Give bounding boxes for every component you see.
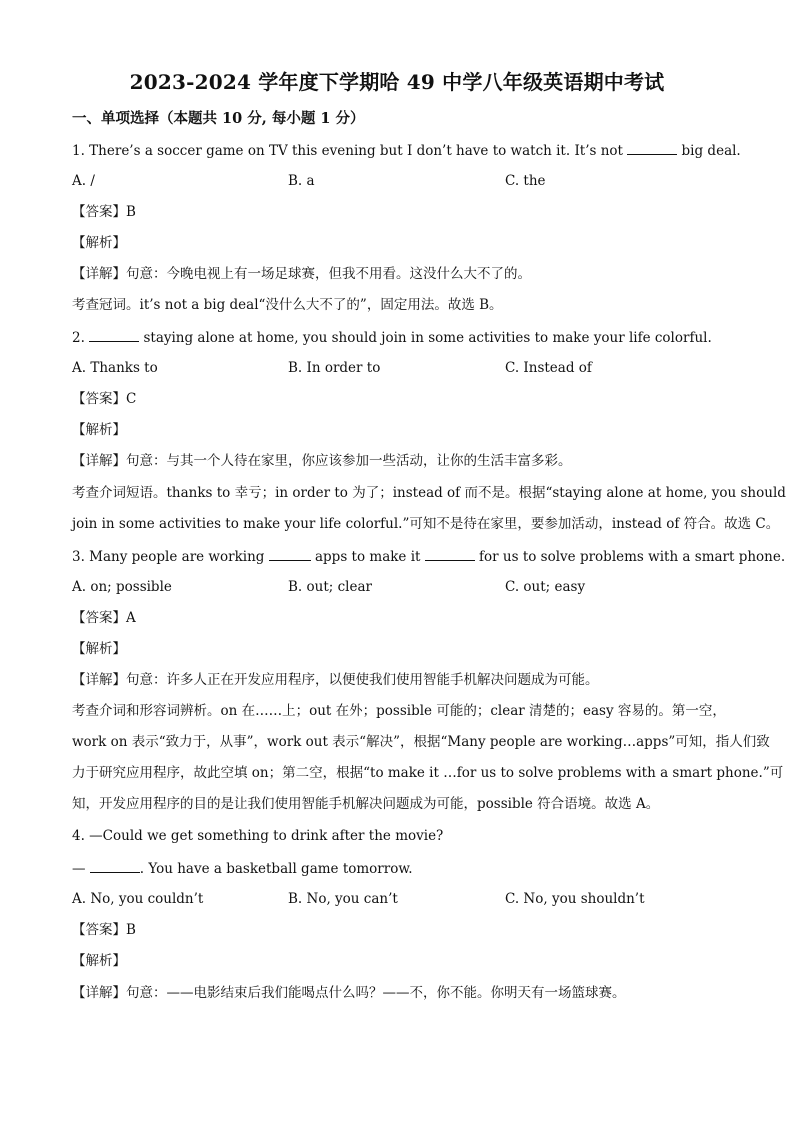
question-4-analysis-label: 【解析】 <box>72 953 126 969</box>
question-4-option-b: B. No, you can’t <box>288 891 398 907</box>
question-1-explanation: 考查冠词。it’s not a big deal“没什么大不了的”，固定用法。故选 B。 <box>72 297 503 313</box>
section-heading: 一、单项选择（本题共 10 分, 每小题 1 分） <box>72 110 365 127</box>
question-4-stem-reply: — . You have a basketball game tomorrow. <box>72 861 413 877</box>
question-1-option-b: B. a <box>288 173 315 189</box>
answer-blank <box>425 547 475 561</box>
question-4-stem: 4. —Could we get something to drink after the movie? <box>72 828 444 844</box>
question-4-answer: 【答案】B <box>72 922 136 938</box>
page-title: 2023-2024 学年度下学期哈 49 中学八年级英语期中考试 <box>129 70 665 94</box>
question-1-stem: 1. There’s a soccer game on TV this evening but I don’t have to watch it. It’s not big deal. <box>72 143 741 159</box>
question-2-explanation: join in some activities to make your life colorful.”可知不是待在家里，要参加活动，instead of 符合。故选 C。 <box>72 516 780 532</box>
question-3-answer: 【答案】A <box>72 610 136 626</box>
question-2-option-c: C. Instead of <box>505 360 592 376</box>
question-3-option-a: A. on; possible <box>72 579 172 595</box>
question-3-explanation: 知，开发应用程序的目的是让我们使用智能手机解决问题成为可能，possible 符合语境。故选 A。 <box>72 796 660 812</box>
question-2-stem: 2. staying alone at home, you should join in some activities to make your life colorful. <box>72 330 712 346</box>
question-1-detail: 【详解】句意：今晚电视上有一场足球赛，但我不用看。这没什么大不了的。 <box>72 266 531 282</box>
question-3-explanation: 考查介词和形容词辨析。on 在……上；out 在外；possible 可能的；clear 清楚的；easy 容易的。第一空， <box>72 703 726 719</box>
question-3-detail: 【详解】句意：许多人正在开发应用程序，以便使我们使用智能手机解决问题成为可能。 <box>72 672 599 688</box>
answer-blank <box>627 141 677 155</box>
question-2-answer: 【答案】C <box>72 391 137 407</box>
answer-blank <box>269 547 311 561</box>
question-3-stem: 3. Many people are working apps to make it for us to solve problems with a smart phone. <box>72 549 786 565</box>
question-3-option-c: C. out; easy <box>505 579 586 595</box>
answer-blank <box>90 859 140 873</box>
question-4-option-a: A. No, you couldn’t <box>72 891 204 907</box>
question-2-explanation: 考查介词短语。thanks to 幸亏；in order to 为了；instead of 而不是。根据“staying alone at home, you should <box>72 485 786 501</box>
question-2-analysis-label: 【解析】 <box>72 422 126 438</box>
answer-blank <box>89 328 139 342</box>
question-4-detail: 【详解】句意：——电影结束后我们能喝点什么吗？——不，你不能。你明天有一场篮球赛。 <box>72 985 626 1001</box>
question-1-answer: 【答案】B <box>72 204 136 220</box>
question-2-option-b: B. In order to <box>288 360 381 376</box>
question-4-option-c: C. No, you shouldn’t <box>505 891 645 907</box>
question-1-option-a: A. / <box>72 173 95 189</box>
question-3-explanation: work on 表示“致力于，从事”，work out 表示“解决”，根据“Many people are working…apps”可知，指人们致 <box>72 734 770 750</box>
question-1-option-c: C. the <box>505 173 546 189</box>
question-2-detail: 【详解】句意：与其一个人待在家里，你应该参加一些活动，让你的生活丰富多彩。 <box>72 453 572 469</box>
question-3-option-b: B. out; clear <box>288 579 372 595</box>
question-1-analysis-label: 【解析】 <box>72 235 126 251</box>
question-3-explanation: 力于研究应用程序，故此空填 on；第二空，根据“to make it …for us to solve problems with a smart phone.”可 <box>72 765 784 781</box>
question-2-option-a: A. Thanks to <box>72 360 158 376</box>
question-3-analysis-label: 【解析】 <box>72 641 126 657</box>
